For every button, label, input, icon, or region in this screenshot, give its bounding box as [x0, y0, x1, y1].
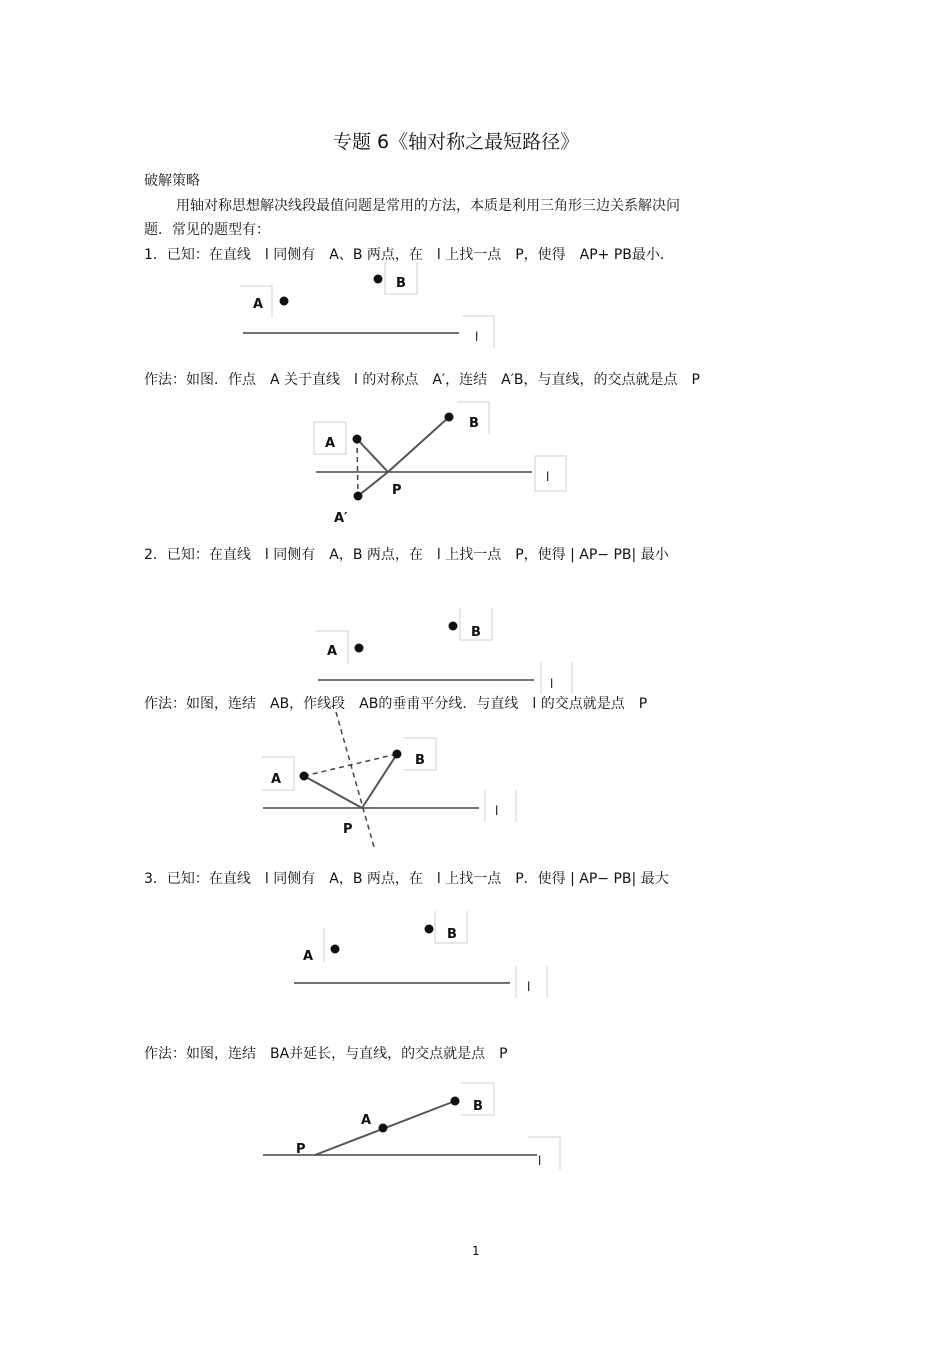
point-B — [445, 413, 454, 422]
perpendicular-bisector — [336, 712, 374, 847]
point-B-label: B — [473, 1099, 483, 1114]
figure-4 — [262, 712, 516, 847]
figure-6 — [263, 1083, 560, 1170]
point-A-label: A — [271, 772, 282, 787]
point-A-prime-label: A′ — [334, 511, 348, 526]
figure-1 — [240, 262, 494, 348]
line-l-label: l — [550, 677, 554, 691]
question-2: 2．已知：在直线 l 同侧有 A，B 两点，在 l 上找一点 P，使得 | AP− PB| 最小 — [144, 547, 669, 563]
line-l-label: l — [475, 330, 479, 344]
line-l-label: l — [538, 1154, 542, 1168]
segment-AP — [357, 439, 388, 472]
segment-PB — [362, 754, 397, 808]
point-A — [379, 1124, 388, 1133]
segment-PB — [388, 417, 449, 472]
point-A-prime — [354, 492, 363, 501]
point-B — [449, 622, 458, 631]
line-l-label: l — [546, 470, 550, 484]
segment-AP — [304, 776, 362, 808]
method-2: 作法：如图，连结 AB，作线段 AB的垂甫平分线．与直线 l 的交点就是点 P — [144, 696, 648, 712]
segment-A-A-prime — [357, 439, 358, 496]
point-A — [300, 772, 309, 781]
point-B — [451, 1097, 460, 1106]
point-B — [393, 750, 402, 759]
point-A-label: A — [253, 297, 264, 312]
point-B-label: B — [415, 753, 425, 768]
method-3: 作法：如图，连结 BA并延长，与直线，的交点就是点 P — [144, 1046, 508, 1062]
figure-3 — [316, 608, 572, 694]
figure-2 — [314, 402, 566, 526]
page-number: 1 — [472, 1244, 480, 1258]
line-l-label: l — [495, 804, 499, 818]
point-B — [374, 275, 383, 284]
point-A — [331, 945, 340, 954]
method-1: 作法：如图．作点 A 关于直线 l 的对称点 A′，连结 A′B，与直线，的交点就是点 P — [144, 372, 700, 388]
point-B-label: B — [471, 625, 481, 640]
point-P-label: P — [343, 822, 353, 837]
point-A-label: A — [327, 644, 338, 659]
section-heading: 破解策略 — [144, 173, 200, 189]
point-A-label: A — [325, 436, 336, 451]
point-P-label: P — [392, 483, 402, 498]
point-A-label: A — [361, 1113, 372, 1128]
page-title: 专题 6《轴对称之最短路径》 — [333, 131, 580, 153]
point-B-label: B — [447, 927, 457, 942]
point-B — [425, 925, 434, 934]
intro-line-1: 用轴对称思想解决线段最值问题是常用的方法，本质是利用三角形三边关系解决问 — [176, 198, 680, 214]
point-A — [355, 644, 364, 653]
question-1: 1．已知：在直线 l 同侧有 A、B 两点，在 l 上找一点 P，使得 AP+ PB最小． — [144, 247, 674, 263]
question-3: 3．已知：在直线 l 同侧有 A，B 两点，在 l 上找一点 P．使得 | AP− PB| 最大 — [144, 871, 669, 887]
point-A — [353, 435, 362, 444]
point-B-label: B — [469, 416, 479, 431]
line-l-label: l — [527, 980, 531, 994]
point-A-label: A — [303, 949, 314, 964]
point-A — [280, 297, 289, 306]
segment-A-prime-P — [358, 472, 388, 496]
segment-AB — [304, 754, 397, 776]
figure-5 — [294, 911, 547, 998]
intro-line-2: 题．常见的题型有： — [144, 222, 270, 238]
point-B-label: B — [396, 276, 406, 291]
point-P-label: P — [296, 1142, 306, 1157]
